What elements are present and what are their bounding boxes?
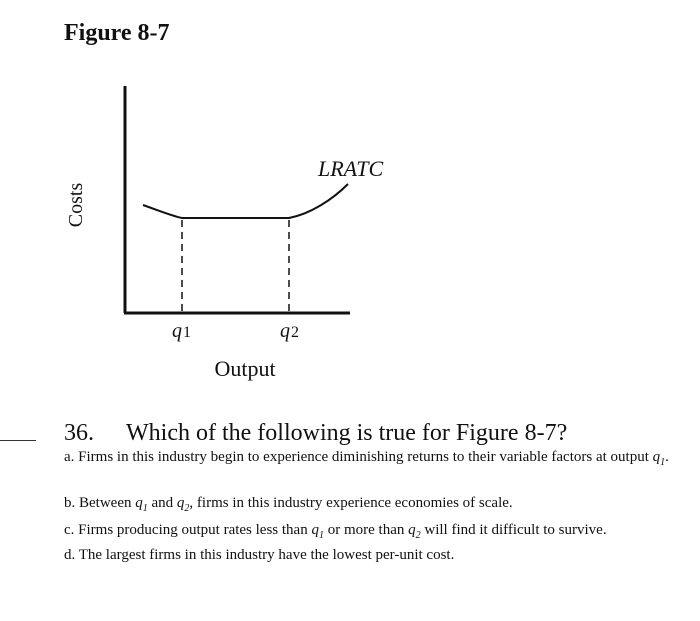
q2-tick-label: q2 [280, 320, 299, 342]
option-a[interactable]: a. Firms in this industry begin to experience diminishing returns to their variable factors at output $q_1$. [64, 449, 669, 468]
figure-title: Figure 8-7 [64, 20, 170, 46]
option-b[interactable]: b. Between $q_1$ and $q_2$, firms in this industry experience economies of scale. [64, 495, 513, 514]
option-d[interactable]: d. The largest firms in this industry have the lowest per-unit cost. [64, 547, 455, 563]
x-axis-label: Output [214, 356, 276, 381]
q1-tick-label: q1 [172, 320, 191, 342]
question-text: Which of the following is true for Figure 8-7? [126, 420, 568, 446]
question [64, 420, 567, 447]
answer-blank-line [0, 440, 36, 441]
lratc-curve [143, 184, 348, 218]
y-axis-label: Costs [65, 182, 87, 228]
question-number: 36. [64, 420, 94, 446]
lratc-label: LRATC [318, 156, 384, 181]
option-c[interactable]: c. Firms producing output rates less than $q_1$ or more than $q_2$ will find it difficult to survive. [64, 522, 607, 541]
